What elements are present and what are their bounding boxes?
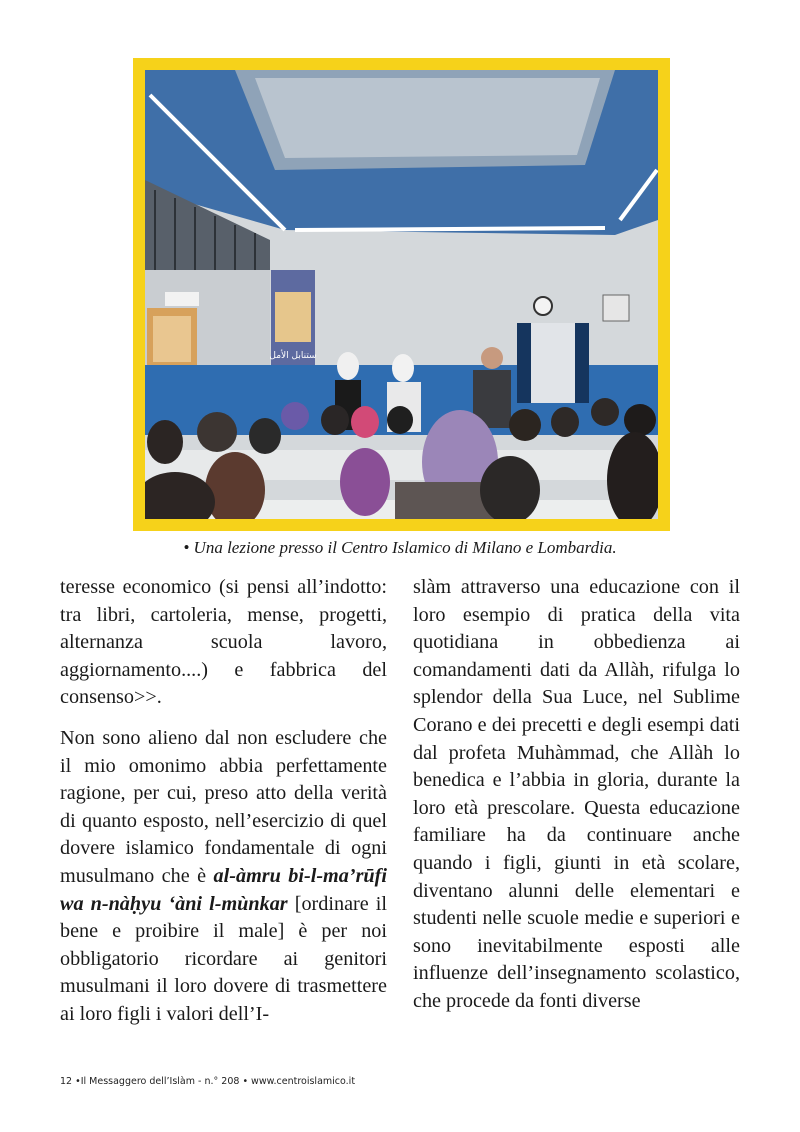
paragraph-text: [ordinare il bene e proibire il male] è per noi obbligatorio ricordare ai genitori musulmani il loro dovere di trasmettere ai loro figli i valori dell’I- (60, 892, 387, 1025)
paragraph-text: Non sono alieno dal non escludere che il mio omonimo abbia perfettamente ragione, per cui, preso atto della verità di quanto esposto, nell’esercizio di quel dovere islamico fondamentale di ogni musulmano che è (60, 726, 387, 887)
paragraph (60, 725, 387, 1029)
lecture-photo (145, 70, 658, 519)
page-footer: 12 •Il Messaggero dell’Islàm - n.° 208 • www.centroislamico.it (60, 1076, 356, 1087)
text-column-right (413, 574, 740, 1016)
paragraph: slàm attraverso una educazione con il loro esempio di pratica della vita quotidiana in obbedienza ai comandamenti dati da Allàh, rifulga lo splendor della Sua Luce, nel Sublime Corano e dei precetti e degli esempi dati dal profeta Muhàmmad, che Allàh lo benedica e l’abbia in gloria, durante la loro età prescolare. Questa educazione familiare ha da continuare anche quando i figli, giunti in età scolare, diventano alunni delle elementari e studenti nelle scuole medie e superiori e sono inevitabilmente esposti alle influenze dell’insegnamento scolastico, che procede da fonti diverse (413, 576, 740, 1012)
text-column-left (60, 574, 387, 1029)
photo-frame (133, 58, 670, 531)
paragraph: teresse economico (si pensi all’indotto: tra libri, cartoleria, mense, progetti, alternanza scuola lavoro, aggiornamento....) e fabbrica del consenso>>. (60, 576, 387, 709)
photo-caption: • Una lezione presso il Centro Islamico di Milano e Lombardia. (183, 538, 617, 557)
banner-text: ستنابل الأمل (269, 351, 317, 361)
arabic-transliteration: al-àmru bi-l-ma’rūfi wa n-nàḥyu ‘àni l-mùnkar (60, 864, 387, 915)
